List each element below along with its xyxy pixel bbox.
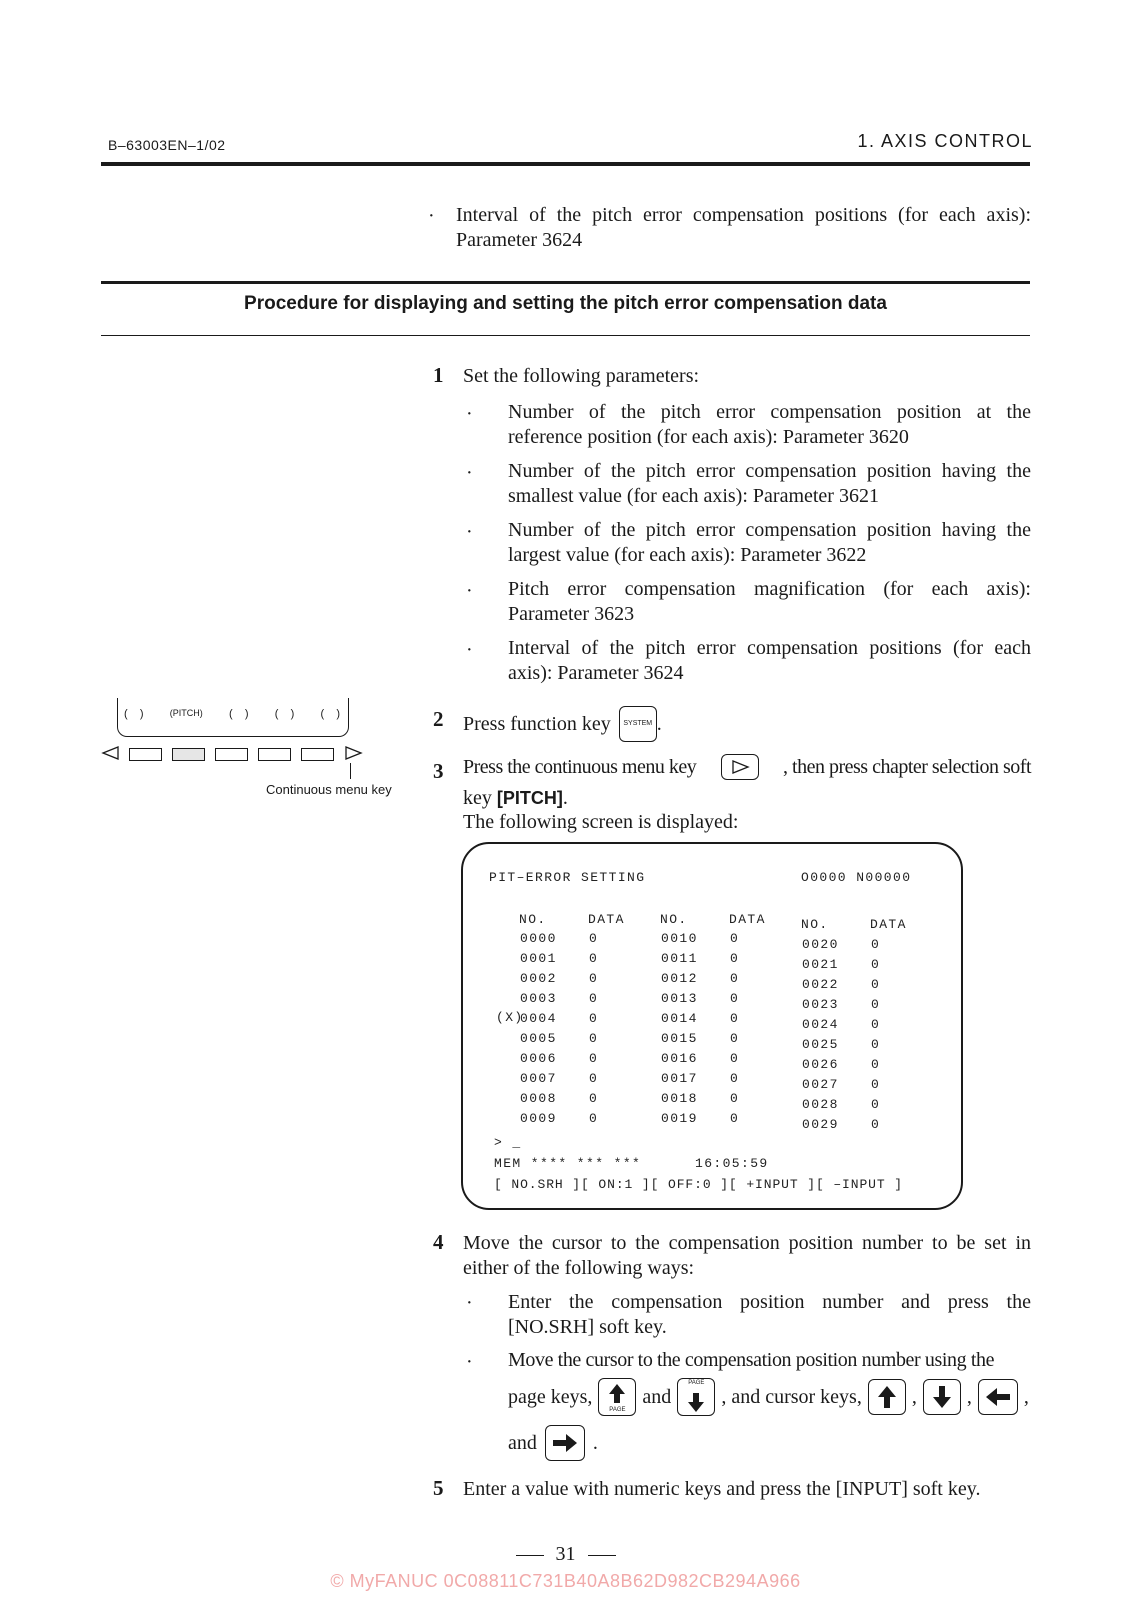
continuous-menu-key-caption: Continuous menu key [266, 782, 392, 797]
param-bullet-2 [508, 459, 1031, 509]
step-3-text-d: . [562, 787, 568, 809]
pitch-compensation-value: 0 [589, 951, 599, 966]
pitch-compensation-value: 0 [871, 1017, 881, 1032]
softkey-labels [124, 708, 340, 720]
step-2-text [463, 705, 662, 743]
screen-title: PIT–ERROR SETTING [489, 870, 646, 885]
step-4-text [463, 1231, 1031, 1281]
cursor-keys-text: , and cursor keys, [721, 1385, 862, 1408]
clock: 16:05:59 [695, 1156, 769, 1171]
pitch-position-number: 0005 [520, 1031, 557, 1046]
pitch-compensation-value: 0 [589, 1091, 599, 1106]
pitch-position-number: 0018 [661, 1091, 698, 1106]
pitch-position-number: 0012 [661, 971, 698, 986]
pitch-compensation-value: 0 [730, 1011, 740, 1026]
pitch-compensation-value: 0 [871, 1117, 881, 1132]
pitch-softkey-name: [PITCH] [496, 788, 563, 808]
pitch-position-number: 0009 [520, 1111, 557, 1126]
system-key-label: SYSTEM [623, 720, 653, 727]
softkey-pitch [172, 748, 205, 761]
pitch-position-number: 0027 [802, 1077, 839, 1092]
and-text: and [642, 1385, 672, 1408]
step-5-text: Enter a value with numeric keys and press the [INPUT] soft key. [463, 1478, 981, 1500]
page-number [0, 1543, 1131, 1566]
method-bullet-2-line3 [508, 1425, 598, 1461]
pitch-position-number: 0016 [661, 1051, 698, 1066]
bullet-dot: · [466, 1292, 473, 1314]
header-rule [101, 162, 1030, 166]
bullet-dot: · [466, 403, 473, 425]
softkey-3 [215, 748, 248, 761]
param-bullet-4-line1: Pitch error compensation magnification (for each axis): [508, 578, 1031, 600]
pitch-position-number: 0000 [520, 931, 557, 946]
page-down-key-label: PAGE [688, 1380, 705, 1386]
pitch-compensation-value: 0 [871, 1037, 881, 1052]
cursor-up-key-icon [868, 1379, 906, 1415]
col1-header-no: NO. [519, 912, 547, 927]
col3-header-no: NO. [801, 917, 829, 932]
softkey-slot-4: ( ) [274, 708, 295, 720]
status-line: MEM **** *** *** [494, 1156, 642, 1171]
step-1-number: 1 [433, 363, 444, 387]
pitch-compensation-value: 0 [730, 1091, 740, 1106]
param-bullet-5 [508, 636, 1031, 686]
bullet-dot: · [466, 521, 473, 543]
pitch-position-number: 0013 [661, 991, 698, 1006]
step-4-number: 4 [433, 1230, 444, 1254]
col3-header-data: DATA [870, 917, 907, 932]
param-bullet-3-line2: largest value (for each axis): Parameter 3622 [508, 544, 867, 566]
comma: , [966, 1385, 972, 1408]
softkey-slot-pitch: (PITCH) [169, 708, 203, 718]
intro-bullet-line1: Interval of the pitch error compensation positions (for each axis): [456, 204, 1031, 226]
pitch-compensation-value: 0 [871, 1097, 881, 1112]
step-5-number: 5 [433, 1476, 444, 1500]
comma: , [1023, 1385, 1029, 1408]
axis-indicator: (X) [496, 1010, 524, 1025]
pitch-compensation-value: 0 [730, 1111, 740, 1126]
page-down-key-icon [677, 1378, 715, 1416]
method-bullet-2-line1: Move the cursor to the compensation position number using the [508, 1349, 995, 1371]
softkey-5 [301, 748, 334, 761]
softkey-slot-5: ( ) [320, 708, 340, 720]
softkey-pitch-label: PITCH [172, 708, 200, 718]
cursor-left-key-icon [978, 1379, 1018, 1415]
step-4-line1: Move the cursor to the compensation position number to be set in [463, 1232, 1031, 1254]
page-keys-text: page keys, [508, 1385, 593, 1408]
param-bullet-3 [508, 518, 1031, 568]
and-text: and [508, 1431, 537, 1454]
pitch-position-number: 0020 [802, 937, 839, 952]
period: . [592, 1431, 598, 1454]
step-3-text-b: , then press chapter selection soft [783, 755, 1031, 778]
pitch-position-number: 0021 [802, 957, 839, 972]
step-3-number: 3 [433, 759, 444, 783]
bullet-dot: · [428, 205, 435, 227]
document-id: B–63003EN–1/02 [108, 137, 226, 153]
bullet-dot: · [466, 639, 473, 661]
method-bullet-2-line2 [508, 1378, 1029, 1416]
pitch-position-number: 0007 [520, 1071, 557, 1086]
input-prompt: > _ [494, 1135, 522, 1150]
pitch-position-number: 0004 [520, 1011, 557, 1026]
step-2-label: Press function key [463, 713, 611, 735]
pitch-compensation-value: 0 [589, 991, 599, 1006]
pitch-compensation-value: 0 [589, 1051, 599, 1066]
watermark [0, 1571, 1131, 1592]
bullet-dot: · [466, 580, 473, 602]
pitch-compensation-value: 0 [871, 977, 881, 992]
watermark-code: 0C08811C731B40A8B62D982CB294A966 [443, 1571, 801, 1591]
step-2-end: . [656, 713, 662, 735]
section-rule-top [101, 281, 1030, 284]
pitch-position-number: 0017 [661, 1071, 698, 1086]
pitch-position-number: 0003 [520, 991, 557, 1006]
pitch-position-number: 0010 [661, 931, 698, 946]
cursor-right-key-icon [545, 1425, 585, 1461]
pitch-compensation-value: 0 [589, 1031, 599, 1046]
pitch-compensation-value: 0 [589, 931, 599, 946]
pitch-compensation-value: 0 [730, 1031, 740, 1046]
pitch-position-number: 0002 [520, 971, 557, 986]
pitch-compensation-value: 0 [589, 1071, 599, 1086]
pitch-compensation-value: 0 [730, 991, 740, 1006]
method-bullet-1-line1: Enter the compensation position number and press the [508, 1291, 1031, 1313]
step-3-text-a: Press the continuous menu key [463, 755, 697, 778]
pitch-position-number: 0024 [802, 1017, 839, 1032]
pitch-position-number: 0025 [802, 1037, 839, 1052]
param-bullet-1-line2: reference position (for each axis): Parameter 3620 [508, 426, 909, 448]
comma: , [911, 1385, 917, 1408]
pitch-position-number: 0019 [661, 1111, 698, 1126]
pitch-compensation-value: 0 [730, 931, 740, 946]
pitch-position-number: 0022 [802, 977, 839, 992]
pitch-compensation-value: 0 [730, 1051, 740, 1066]
chapter-title: 1. AXIS CONTROL [857, 131, 1033, 151]
bullet-dot: · [466, 462, 473, 484]
param-bullet-2-line1: Number of the pitch error compensation position having the [508, 460, 1031, 482]
step-3-text-c: key [463, 787, 492, 809]
step-3-line1 [463, 754, 1031, 780]
continuous-menu-key-icon [721, 754, 759, 780]
watermark-brand: © MyFANUC [330, 1571, 439, 1591]
step-2-number: 2 [433, 707, 444, 731]
page-number-value: 31 [555, 1543, 576, 1565]
pitch-compensation-value: 0 [871, 1077, 881, 1092]
cnc-screen-frame [461, 842, 963, 1210]
screen-program-number: O0000 N00000 [801, 870, 912, 885]
param-bullet-2-line2: smallest value (for each axis): Parameter 3621 [508, 485, 879, 507]
intro-bullet [456, 203, 1031, 253]
col1-header-data: DATA [588, 912, 625, 927]
pitch-position-number: 0023 [802, 997, 839, 1012]
pitch-compensation-value: 0 [589, 1011, 599, 1026]
param-bullet-1 [508, 400, 1031, 450]
softkey-1 [129, 748, 162, 761]
step-1-text: Set the following parameters: [463, 365, 700, 387]
param-bullet-1-line1: Number of the pitch error compensation position at the [508, 401, 1031, 423]
param-bullet-3-line1: Number of the pitch error compensation position having the [508, 519, 1031, 541]
continuous-menu-key-icon [343, 745, 363, 761]
pitch-position-number: 0026 [802, 1057, 839, 1072]
callout-line [350, 763, 351, 779]
intro-bullet-line2: Parameter 3624 [456, 229, 583, 251]
pitch-compensation-value: 0 [871, 957, 881, 972]
pitch-compensation-value: 0 [871, 937, 881, 952]
step-4-line2: either of the following ways: [463, 1257, 695, 1279]
section-rule-bottom [101, 335, 1030, 336]
section-title: Procedure for displaying and setting the pitch error compensation data [244, 293, 887, 314]
col2-header-data: DATA [729, 912, 766, 927]
softkey-slot-3: ( ) [228, 708, 249, 720]
pitch-compensation-value: 0 [730, 951, 740, 966]
param-bullet-5-line1: Interval of the pitch error compensation positions (for each [508, 637, 1031, 659]
pitch-position-number: 0011 [661, 951, 698, 966]
cursor-down-key-icon [923, 1379, 961, 1415]
pitch-compensation-value: 0 [871, 1057, 881, 1072]
param-bullet-5-line2: axis): Parameter 3624 [508, 662, 684, 684]
pitch-position-number: 0001 [520, 951, 557, 966]
method-bullet-1 [508, 1290, 1031, 1340]
softkey-4 [258, 748, 291, 761]
pitch-position-number: 0015 [661, 1031, 698, 1046]
pitch-compensation-value: 0 [730, 971, 740, 986]
pitch-position-number: 0014 [661, 1011, 698, 1026]
bullet-dot: · [466, 1351, 473, 1373]
param-bullet-4 [508, 577, 1031, 627]
pitch-position-number: 0008 [520, 1091, 557, 1106]
pitch-compensation-value: 0 [730, 1071, 740, 1086]
step-3-line3: The following screen is displayed: [463, 811, 739, 833]
page-up-key-label: PAGE [609, 1407, 626, 1413]
param-bullet-4-line2: Parameter 3623 [508, 603, 635, 625]
system-key-icon [619, 706, 657, 742]
softkey-slot-1: ( ) [124, 708, 144, 720]
col2-header-no: NO. [660, 912, 688, 927]
page-up-key-icon [598, 1378, 636, 1416]
step-3-line2 [463, 786, 568, 811]
pitch-position-number: 0006 [520, 1051, 557, 1066]
method-bullet-1-line2: [NO.SRH] soft key. [508, 1316, 667, 1338]
pitch-compensation-value: 0 [589, 971, 599, 986]
screen-softkey-bar: [ NO.SRH ][ ON:1 ][ OFF:0 ][ +INPUT ][ –INPUT ] [494, 1177, 903, 1192]
pitch-compensation-value: 0 [871, 997, 881, 1012]
pitch-position-number: 0029 [802, 1117, 839, 1132]
pitch-position-number: 0028 [802, 1097, 839, 1112]
return-menu-key-icon [101, 745, 121, 761]
pitch-compensation-value: 0 [589, 1111, 599, 1126]
